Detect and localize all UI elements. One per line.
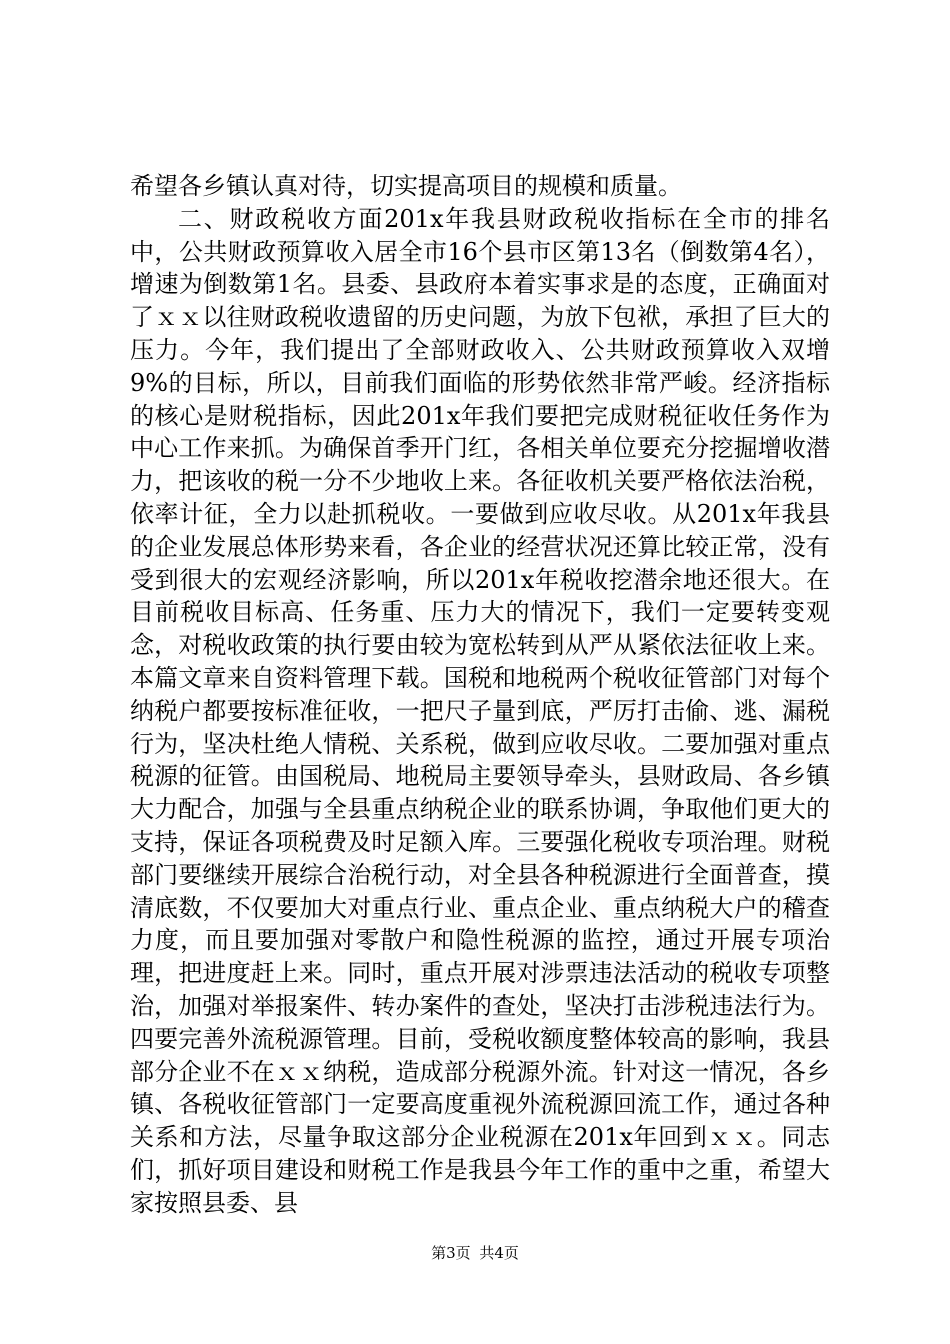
page-footer — [0, 1243, 950, 1263]
body-text — [130, 170, 830, 1220]
page-number: 第3页 — [431, 1244, 471, 1262]
paragraph-continuation: 希望各乡镇认真对待，切实提高项目的规模和质量。 — [130, 172, 682, 200]
page-total: 共4页 — [479, 1244, 519, 1262]
paragraph-fiscal-tax: 二、财政税收方面201x年我县财政税收指标在全市的排名中，公共财政预算收入居全市16个县市区第13名（倒数第4名），增速为倒数第1名。县委、县政府本着实事求是的态度，正确面对了ｘｘ以往财政税收遗留的历史问题，为放下包袱，承担了巨大的压力。今年，我们提出了全部财政收入、公共财政预算收入双增9%的目标，所以，目前我们面临的形势依然非常严峻。经济指标的核心是财税指标，因此201x年我们要把完成财税征收任务作为中心工作来抓。为确保首季开门红，各相关单位要充分挖掘增收潜力，把该收的税一分不少地收上来。各征收机关要严格依法治税，依率计征，全力以赴抓税收。一要做到应收尽收。从201x年我县的企业发展总体形势来看，各企业的经营状况还算比较正常，没有受到很大的宏观经济影响，所以201x年税收挖潜余地还很大。在目前税收目标高、任务重、压力大的情况下，我们一定要转变观念，对税收政策的执行要由较为宽松转到从严从紧依法征收上来。本篇文章来自资料管理下载。国税和地税两个税收征管部门对每个纳税户都要按标准征收，一把尺子量到底，严厉打击偷、逃、漏税行为，坚决杜绝人情税、关系税，做到应收尽收。二要加强对重点税源的征管。由国税局、地税局主要领导牵头，县财政局、各乡镇大力配合，加强与全县重点纳税企业的联系协调，争取他们更大的支持，保证各项税费及时足额入库。三要强化税收专项治理。财税部门要继续开展综合治税行动，对全县各种税源进行全面普查，摸清底数，不仅要加大对重点行业、重点企业、重点纳税大户的稽查力度，而且要加强对零散户和隐性税源的监控，通过开展专项治理，把进度赶上来。同时，重点开展对涉票违法活动的税收专项整治，加强对举报案件、转办案件的查处，坚决打击涉税违法行为。四要完善外流税源管理。目前，受税收额度整体较高的影响，我县部分企业不在ｘｘ纳税，造成部分税源外流。针对这一情况，各乡镇、各税收征管部门一定要高度重视外流税源回流工作，通过各种关系和方法，尽量争取这部分企业税源在201x年回到ｘｘ。同志们，抓好项目建设和财税工作是我县今年工作的重中之重，希望大家按照县委、县 — [130, 204, 830, 1217]
